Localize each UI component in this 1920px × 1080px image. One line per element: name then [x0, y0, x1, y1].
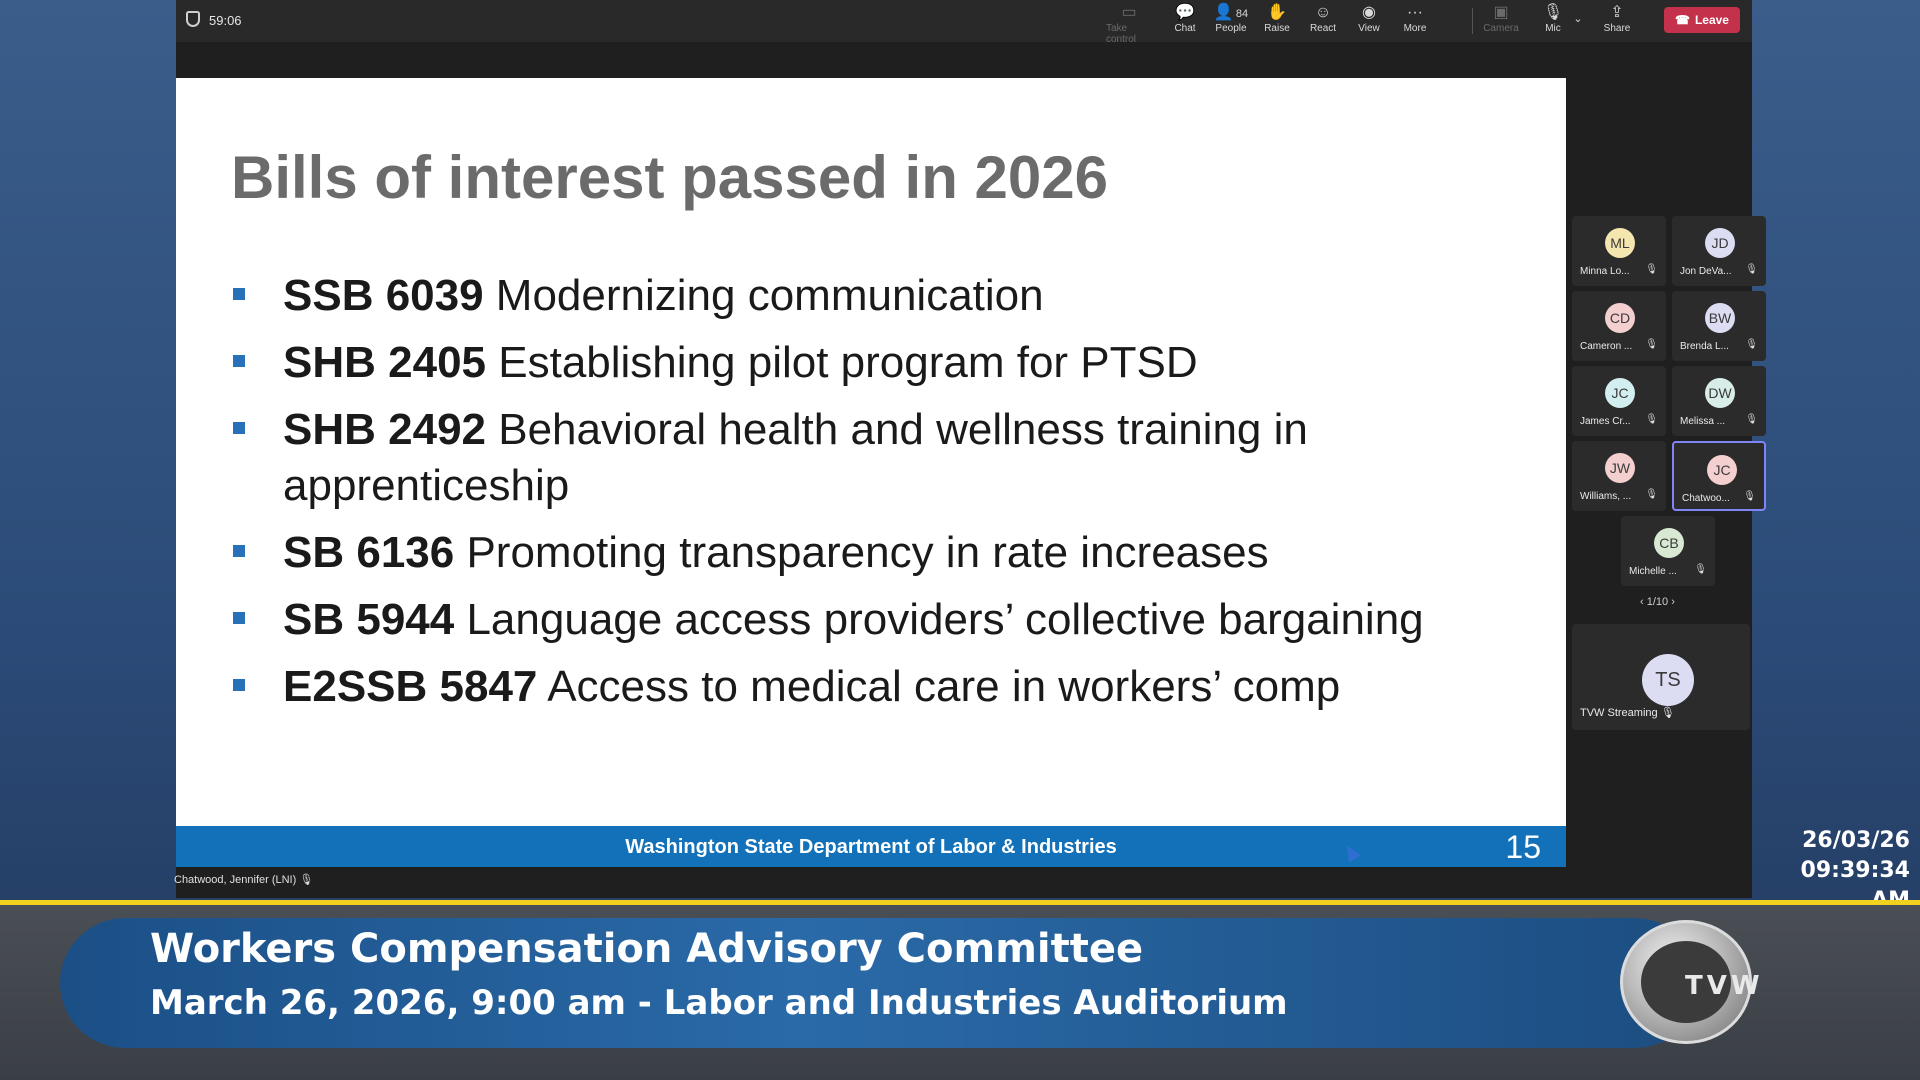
- participant-tile[interactable]: [1672, 291, 1766, 361]
- tvw-logo-text: TVW: [1685, 971, 1764, 1001]
- presenter-name-label: [174, 873, 313, 886]
- participant-name: Cameron ...: [1580, 341, 1633, 352]
- mic-muted-icon: 🎙: [1660, 707, 1675, 719]
- camera-button[interactable]: [1478, 3, 1524, 39]
- mic-options-chevron-icon[interactable]: ⌄: [1573, 13, 1583, 25]
- mic-muted-icon: 🎙: [1745, 414, 1758, 425]
- take-control-icon: ▭: [1121, 4, 1137, 21]
- bill-description: Modernizing communication: [483, 271, 1044, 320]
- avatar: JD: [1705, 228, 1735, 258]
- leave-label: Leave: [1694, 13, 1729, 27]
- participant-tile[interactable]: [1672, 216, 1766, 286]
- more-button[interactable]: [1392, 3, 1438, 39]
- bill-description: Language access providers’ collective bargaining: [454, 595, 1424, 644]
- presenter-name: Chatwood, Jennifer (LNI): [174, 874, 297, 886]
- stream-participant-tile[interactable]: [1572, 624, 1750, 730]
- broadcast-date: 26/03/26: [1802, 828, 1910, 853]
- toolbar-divider: [1472, 8, 1473, 34]
- participant-name: Williams, ...: [1580, 491, 1632, 502]
- list-item: [231, 268, 1531, 324]
- avatar: BW: [1705, 303, 1735, 333]
- people-count: 84: [1235, 8, 1249, 20]
- participant-tile[interactable]: [1572, 441, 1666, 511]
- mic-icon: 🎙: [1743, 491, 1756, 502]
- mic-muted-icon: 🎙: [1694, 564, 1707, 575]
- bill-number: SHB 2405: [283, 338, 487, 387]
- meeting-toolbar: [176, 0, 1752, 45]
- shared-slide: [176, 78, 1566, 867]
- participant-tile[interactable]: [1572, 366, 1666, 436]
- avatar: CB: [1654, 528, 1684, 558]
- participant-tile[interactable]: [1572, 291, 1666, 361]
- bill-description: Behavioral health and wellness training in apprenticeship: [283, 405, 1308, 510]
- bullet-square-icon: [233, 545, 245, 557]
- take-control-button[interactable]: [1106, 3, 1152, 45]
- share-button[interactable]: [1594, 3, 1640, 39]
- program-title: Workers Compensation Advisory Committee: [150, 926, 1144, 972]
- share-icon: ⇪: [1610, 4, 1624, 21]
- participant-tile-active-speaker[interactable]: [1672, 441, 1766, 511]
- participant-tile[interactable]: [1621, 516, 1715, 586]
- participant-name: James Cr...: [1580, 416, 1631, 427]
- participant-name: Michelle ...: [1629, 566, 1677, 577]
- avatar: ML: [1605, 228, 1635, 258]
- bill-description: Access to medical care in workers’ comp: [537, 662, 1341, 711]
- bullet-square-icon: [233, 288, 245, 300]
- camera-icon: ▣: [1493, 4, 1509, 21]
- hand-icon: ✋: [1267, 4, 1287, 21]
- program-subtitle: March 26, 2026, 9:00 am - Labor and Industries Auditorium: [150, 983, 1288, 1023]
- chevron-left-icon[interactable]: ‹: [1640, 596, 1644, 608]
- list-item: [231, 592, 1531, 648]
- raise-label: Raise: [1264, 23, 1290, 34]
- bullet-square-icon: [233, 355, 245, 367]
- list-item: [231, 525, 1531, 581]
- leave-button[interactable]: [1664, 7, 1740, 33]
- mic-muted-icon: 🎙: [1645, 414, 1658, 425]
- people-label: People: [1215, 23, 1247, 34]
- participant-name: Brenda L...: [1680, 341, 1729, 352]
- bill-number: SSB 6039: [283, 271, 484, 320]
- bill-number: SB 6136: [283, 528, 455, 577]
- raise-hand-button[interactable]: [1254, 3, 1300, 39]
- react-label: React: [1309, 23, 1337, 34]
- mic-muted-icon: 🎙: [1645, 339, 1658, 350]
- people-icon: 👤 84: [1213, 4, 1249, 21]
- react-button[interactable]: [1300, 3, 1346, 39]
- chat-button[interactable]: [1162, 3, 1208, 39]
- slide-footer: [176, 826, 1566, 867]
- participant-tile[interactable]: [1672, 366, 1766, 436]
- list-item: [231, 335, 1531, 391]
- avatar: DW: [1705, 378, 1735, 408]
- bill-number: SB 5944: [283, 595, 455, 644]
- meeting-timer: 59:06: [209, 13, 242, 28]
- shield-icon: [186, 11, 200, 27]
- participant-name: Melissa ...: [1680, 416, 1726, 427]
- participant-pager[interactable]: [1640, 596, 1675, 608]
- list-item: [231, 659, 1531, 715]
- bullet-square-icon: [233, 422, 245, 434]
- mic-muted-icon: 🎙: [1645, 264, 1658, 275]
- camera-label: Camera: [1483, 23, 1519, 34]
- mic-muted-icon: 🎙: [1645, 489, 1658, 500]
- smiley-icon: ☺: [1314, 4, 1332, 21]
- chat-label: Chat: [1174, 23, 1196, 34]
- mic-muted-icon: 🎙: [1542, 4, 1564, 21]
- more-icon: ···: [1407, 4, 1423, 21]
- avatar: TS: [1642, 654, 1694, 706]
- slide-page-number: 15: [1505, 829, 1541, 865]
- bill-number: E2SSB 5847: [283, 662, 538, 711]
- share-label: Share: [1603, 23, 1631, 34]
- take-control-label: Take control: [1106, 23, 1137, 45]
- bullet-square-icon: [233, 679, 245, 691]
- bill-description: Establishing pilot program for PTSD: [486, 338, 1198, 387]
- slide-title: Bills of interest passed in 2026: [231, 144, 1109, 211]
- mic-icon: 🎙: [299, 874, 314, 886]
- phone-hangup-icon: ☎: [1675, 13, 1690, 27]
- bill-description: Promoting transparency in rate increases: [454, 528, 1269, 577]
- chat-icon: 💬: [1175, 4, 1195, 21]
- mic-muted-icon: 🎙: [1745, 264, 1758, 275]
- view-icon: ◉: [1362, 4, 1376, 21]
- participant-name: Minna Lo...: [1580, 266, 1630, 277]
- participant-name: Chatwoo...: [1682, 493, 1730, 504]
- view-button[interactable]: [1346, 3, 1392, 39]
- avatar: CD: [1605, 303, 1635, 333]
- footer-org-name: Washington State Department of Labor & Industries: [625, 836, 1117, 858]
- view-label: View: [1358, 23, 1380, 34]
- mic-muted-icon: 🎙: [1745, 339, 1758, 350]
- tvw-logo: [1620, 920, 1764, 1044]
- bullet-square-icon: [233, 612, 245, 624]
- avatar: JW: [1605, 453, 1635, 483]
- more-label: More: [1403, 23, 1427, 34]
- page-indicator: 1/10: [1646, 596, 1669, 608]
- people-button[interactable]: [1208, 3, 1254, 39]
- mic-label: Mic: [1545, 23, 1561, 34]
- avatar: JC: [1707, 455, 1737, 485]
- bill-list: [231, 268, 1531, 726]
- participant-name: Jon DeVa...: [1680, 266, 1732, 277]
- broadcast-time: 09:39:34: [1800, 858, 1910, 883]
- participant-tile[interactable]: [1572, 216, 1666, 286]
- bill-number: SHB 2492: [283, 405, 487, 454]
- stream-name: TVW Streaming: [1580, 707, 1658, 719]
- avatar: JC: [1605, 378, 1635, 408]
- participant-name: [1580, 706, 1675, 719]
- list-item: [231, 402, 1531, 514]
- chevron-right-icon[interactable]: ›: [1671, 596, 1675, 608]
